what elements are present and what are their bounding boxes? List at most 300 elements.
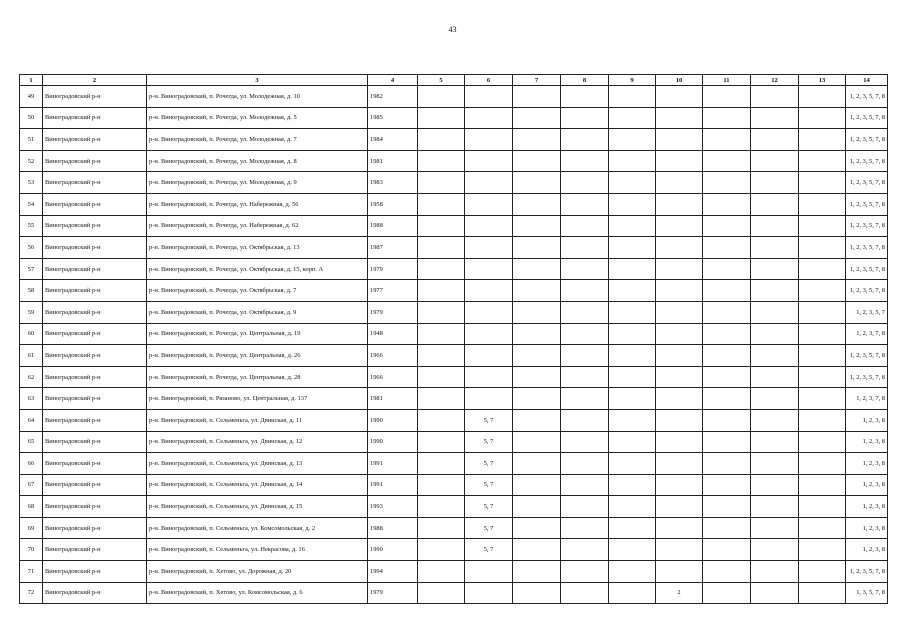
column-header-3: 3 [147, 75, 368, 86]
table-cell-col-10 [656, 129, 703, 151]
table-cell-col-13 [799, 453, 846, 475]
table-cell-col-2: Виноградовский р-н [43, 453, 147, 475]
table-cell-col-4: 1985 [368, 107, 418, 129]
table-cell-col-1: 67 [20, 474, 43, 496]
table-cell-col-3: р-н. Виноградовский, п. Хетово, ул. Дорожная, д. 20 [147, 561, 368, 583]
table-cell-col-11 [703, 496, 751, 518]
table-cell-col-8 [561, 345, 609, 367]
table-cell-col-10 [656, 258, 703, 280]
table-cell-col-11 [703, 539, 751, 561]
table-cell-col-4: 1981 [368, 388, 418, 410]
table-cell-col-14: 1, 2, 3, 8 [846, 517, 888, 539]
table-cell-col-14: 1, 2, 3, 5, 7, 8 [846, 237, 888, 259]
table-cell-col-2: Виноградовский р-н [43, 215, 147, 237]
table-body [20, 86, 888, 604]
table-cell-col-14: 1, 2, 3, 5, 7, 8 [846, 107, 888, 129]
table-cell-col-11 [703, 193, 751, 215]
table-cell-col-5 [418, 323, 465, 345]
table-cell-col-5 [418, 517, 465, 539]
table-cell-col-5 [418, 280, 465, 302]
table-cell-col-13 [799, 561, 846, 583]
table-cell-col-13 [799, 301, 846, 323]
table-cell-col-13 [799, 496, 846, 518]
table-cell-col-7 [513, 215, 561, 237]
table-cell-col-2: Виноградовский р-н [43, 193, 147, 215]
table-cell-col-2: Виноградовский р-н [43, 129, 147, 151]
table-cell-col-3: р-н. Виноградовский, п. Сельменьга, ул. Некрасова, д. 16 [147, 539, 368, 561]
table-cell-col-12 [751, 496, 799, 518]
table-cell-col-10 [656, 517, 703, 539]
table-row [20, 496, 888, 518]
table-row [20, 150, 888, 172]
table-cell-col-2: Виноградовский р-н [43, 388, 147, 410]
table-cell-col-4: 1966 [368, 345, 418, 367]
table-cell-col-9 [609, 496, 656, 518]
table-cell-col-9 [609, 107, 656, 129]
table-cell-col-12 [751, 323, 799, 345]
table-row [20, 517, 888, 539]
table-cell-col-11 [703, 431, 751, 453]
table-cell-col-1: 66 [20, 453, 43, 475]
table-cell-col-7 [513, 539, 561, 561]
table-cell-col-3: р-н. Виноградовский, п. Рочегда, ул. Центральная, д. 28 [147, 366, 368, 388]
column-header-5: 5 [418, 75, 465, 86]
table-cell-col-9 [609, 539, 656, 561]
table-cell-col-7 [513, 237, 561, 259]
table-cell-col-10 [656, 453, 703, 475]
column-header-7: 7 [513, 75, 561, 86]
table-cell-col-1: 71 [20, 561, 43, 583]
table-row [20, 172, 888, 194]
table-cell-col-10 [656, 107, 703, 129]
table-row [20, 431, 888, 453]
table-cell-col-10 [656, 193, 703, 215]
table-cell-col-14: 1, 2, 3, 5, 7, 8 [846, 345, 888, 367]
table-row [20, 215, 888, 237]
table-cell-col-13 [799, 366, 846, 388]
table-cell-col-7 [513, 561, 561, 583]
table-cell-col-9 [609, 86, 656, 108]
table-cell-col-14: 1, 2, 3, 5, 7, 8 [846, 215, 888, 237]
table-cell-col-5 [418, 258, 465, 280]
table-cell-col-11 [703, 107, 751, 129]
table-cell-col-10 [656, 561, 703, 583]
table-cell-col-12 [751, 409, 799, 431]
table-cell-col-3: р-н. Виноградовский, п. Рочегда, ул. Молодежная, д. 8 [147, 150, 368, 172]
table-cell-col-3: р-н. Виноградовский, п. Сельменьга, ул. Двинская, д. 11 [147, 409, 368, 431]
table-cell-col-2: Виноградовский р-н [43, 237, 147, 259]
table-cell-col-5 [418, 474, 465, 496]
table-cell-col-6: 5, 7 [465, 517, 513, 539]
table-cell-col-9 [609, 517, 656, 539]
table-cell-col-2: Виноградовский р-н [43, 280, 147, 302]
table-cell-col-4: 1948 [368, 323, 418, 345]
table-cell-col-4: 1990 [368, 431, 418, 453]
table-cell-col-2: Виноградовский р-н [43, 323, 147, 345]
table-cell-col-9 [609, 388, 656, 410]
table-cell-col-11 [703, 150, 751, 172]
table-cell-col-10 [656, 496, 703, 518]
table-cell-col-3: р-н. Виноградовский, п. Рочегда, ул. Октябрьская, д. 7 [147, 280, 368, 302]
table-cell-col-1: 57 [20, 258, 43, 280]
table-cell-col-12 [751, 431, 799, 453]
table-cell-col-4: 1993 [368, 496, 418, 518]
table-row [20, 86, 888, 108]
table-cell-col-5 [418, 107, 465, 129]
table-cell-col-3: р-н. Виноградовский, п. Рочегда, ул. Набережная, д. 62 [147, 215, 368, 237]
table-cell-col-6 [465, 215, 513, 237]
table-cell-col-11 [703, 215, 751, 237]
table-cell-col-9 [609, 323, 656, 345]
table-cell-col-13 [799, 388, 846, 410]
table-cell-col-1: 60 [20, 323, 43, 345]
table-cell-col-5 [418, 237, 465, 259]
table-cell-col-1: 54 [20, 193, 43, 215]
column-header-10: 10 [656, 75, 703, 86]
table-cell-col-8 [561, 496, 609, 518]
table-cell-col-2: Виноградовский р-н [43, 431, 147, 453]
table-cell-col-4: 1979 [368, 582, 418, 604]
table-cell-col-5 [418, 561, 465, 583]
table-cell-col-12 [751, 366, 799, 388]
table-cell-col-11 [703, 561, 751, 583]
table-row [20, 388, 888, 410]
table-cell-col-1: 53 [20, 172, 43, 194]
table-cell-col-4: 1987 [368, 237, 418, 259]
column-header-1: 1 [20, 75, 43, 86]
table-cell-col-13 [799, 323, 846, 345]
table-cell-col-1: 59 [20, 301, 43, 323]
table-cell-col-5 [418, 388, 465, 410]
table-cell-col-14: 1, 2, 3, 8 [846, 409, 888, 431]
table-cell-col-4: 1991 [368, 474, 418, 496]
table-row [20, 366, 888, 388]
table-cell-col-6 [465, 86, 513, 108]
table-cell-col-9 [609, 409, 656, 431]
table-cell-col-5 [418, 301, 465, 323]
table-cell-col-6 [465, 129, 513, 151]
table-cell-col-13 [799, 474, 846, 496]
table-cell-col-8 [561, 409, 609, 431]
table-cell-col-9 [609, 561, 656, 583]
table-cell-col-6 [465, 561, 513, 583]
table-cell-col-14: 1, 2, 3, 5, 7 [846, 301, 888, 323]
table-cell-col-8 [561, 453, 609, 475]
table-cell-col-7 [513, 86, 561, 108]
table-cell-col-2: Виноградовский р-н [43, 517, 147, 539]
table-cell-col-14: 1, 2, 3, 7, 8 [846, 323, 888, 345]
table-cell-col-14: 1, 2, 3, 5, 7, 8 [846, 366, 888, 388]
table-cell-col-1: 50 [20, 107, 43, 129]
table-header [20, 75, 888, 86]
table-cell-col-7 [513, 107, 561, 129]
table-cell-col-12 [751, 129, 799, 151]
table-cell-col-2: Виноградовский р-н [43, 258, 147, 280]
table-cell-col-14: 1, 2, 3, 5, 7, 8 [846, 150, 888, 172]
table-row [20, 323, 888, 345]
table-cell-col-7 [513, 193, 561, 215]
table-cell-col-12 [751, 280, 799, 302]
table-cell-col-10 [656, 280, 703, 302]
table-cell-col-10 [656, 301, 703, 323]
table-cell-col-4: 1979 [368, 301, 418, 323]
table-cell-col-6 [465, 388, 513, 410]
table-cell-col-13 [799, 86, 846, 108]
table-cell-col-2: Виноградовский р-н [43, 474, 147, 496]
table-cell-col-13 [799, 409, 846, 431]
table-cell-col-4: 1979 [368, 258, 418, 280]
table-cell-col-4: 1991 [368, 453, 418, 475]
table-cell-col-1: 70 [20, 539, 43, 561]
table-cell-col-10: 2 [656, 582, 703, 604]
table-cell-col-12 [751, 474, 799, 496]
column-header-8: 8 [561, 75, 609, 86]
table-cell-col-14: 1, 3, 5, 7, 8 [846, 582, 888, 604]
table-row [20, 561, 888, 583]
table-cell-col-4: 1990 [368, 409, 418, 431]
table-cell-col-3: р-н. Виноградовский, п. Рочегда, ул. Центральная, д. 19 [147, 323, 368, 345]
table-row [20, 280, 888, 302]
table-row [20, 345, 888, 367]
table-cell-col-8 [561, 301, 609, 323]
table-cell-col-2: Виноградовский р-н [43, 561, 147, 583]
table-cell-col-4: 1966 [368, 366, 418, 388]
table-cell-col-12 [751, 107, 799, 129]
table-cell-col-5 [418, 172, 465, 194]
table-cell-col-11 [703, 237, 751, 259]
table-cell-col-5 [418, 409, 465, 431]
table-cell-col-7 [513, 129, 561, 151]
table-cell-col-7 [513, 431, 561, 453]
table-cell-col-9 [609, 431, 656, 453]
table-cell-col-12 [751, 539, 799, 561]
table-cell-col-14: 1, 2, 3, 5, 7, 8 [846, 258, 888, 280]
table-cell-col-3: р-н. Виноградовский, п. Рочегда, ул. Молодежная, д. 7 [147, 129, 368, 151]
table-cell-col-3: р-н. Виноградовский, п. Рочегда, ул. Молодежная, д. 5 [147, 107, 368, 129]
table-cell-col-2: Виноградовский р-н [43, 107, 147, 129]
table-cell-col-12 [751, 172, 799, 194]
table-cell-col-1: 65 [20, 431, 43, 453]
table-cell-col-3: р-н. Виноградовский, п. Сельменьга, ул. Комсомольская, д. 2 [147, 517, 368, 539]
table-cell-col-3: р-н. Виноградовский, п. Хетово, ул. Комсомольская, д. 6 [147, 582, 368, 604]
table-cell-col-4: 1958 [368, 193, 418, 215]
table-cell-col-10 [656, 323, 703, 345]
table-cell-col-10 [656, 172, 703, 194]
header-row [20, 75, 888, 86]
table-cell-col-4: 1990 [368, 539, 418, 561]
table-cell-col-11 [703, 172, 751, 194]
table-cell-col-13 [799, 517, 846, 539]
table-cell-col-5 [418, 539, 465, 561]
table-cell-col-6 [465, 237, 513, 259]
table-cell-col-2: Виноградовский р-н [43, 409, 147, 431]
housing-registry-table [19, 74, 888, 604]
table-cell-col-11 [703, 258, 751, 280]
table-cell-col-6 [465, 172, 513, 194]
table-cell-col-3: р-н. Виноградовский, п. Сельменьга, ул. Двинская, д. 13 [147, 453, 368, 475]
table-cell-col-6: 5, 7 [465, 496, 513, 518]
table-cell-col-14: 1, 2, 3, 8 [846, 431, 888, 453]
table-cell-col-1: 68 [20, 496, 43, 518]
table-cell-col-8 [561, 323, 609, 345]
table-cell-col-8 [561, 193, 609, 215]
table-cell-col-10 [656, 150, 703, 172]
table-cell-col-6 [465, 366, 513, 388]
table-cell-col-12 [751, 301, 799, 323]
column-header-4: 4 [368, 75, 418, 86]
table-cell-col-9 [609, 150, 656, 172]
table-row [20, 193, 888, 215]
table-cell-col-6 [465, 280, 513, 302]
table-cell-col-7 [513, 280, 561, 302]
table-cell-col-3: р-н. Виноградовский, п. Рочегда, ул. Молодежная, д. 9 [147, 172, 368, 194]
table-cell-col-1: 55 [20, 215, 43, 237]
table-cell-col-8 [561, 582, 609, 604]
table-cell-col-7 [513, 517, 561, 539]
table-cell-col-6 [465, 323, 513, 345]
table-cell-col-4: 1994 [368, 561, 418, 583]
table-cell-col-5 [418, 366, 465, 388]
table-cell-col-14: 1, 2, 3, 7, 8 [846, 388, 888, 410]
table-cell-col-14: 1, 2, 3, 8 [846, 539, 888, 561]
table-row [20, 129, 888, 151]
table-cell-col-5 [418, 193, 465, 215]
table-cell-col-11 [703, 582, 751, 604]
table-cell-col-7 [513, 366, 561, 388]
table-cell-col-1: 64 [20, 409, 43, 431]
table-cell-col-13 [799, 431, 846, 453]
table-cell-col-6: 5, 7 [465, 474, 513, 496]
table-cell-col-10 [656, 86, 703, 108]
column-header-13: 13 [799, 75, 846, 86]
table-cell-col-11 [703, 517, 751, 539]
table-cell-col-5 [418, 496, 465, 518]
table-cell-col-11 [703, 86, 751, 108]
table-cell-col-8 [561, 280, 609, 302]
table-row [20, 301, 888, 323]
table-cell-col-10 [656, 366, 703, 388]
table-cell-col-13 [799, 129, 846, 151]
table-cell-col-12 [751, 453, 799, 475]
table-cell-col-14: 1, 2, 3, 5, 7, 8 [846, 193, 888, 215]
table-cell-col-8 [561, 388, 609, 410]
table-cell-col-7 [513, 301, 561, 323]
table-cell-col-8 [561, 539, 609, 561]
table-row [20, 237, 888, 259]
table-cell-col-13 [799, 215, 846, 237]
table-cell-col-2: Виноградовский р-н [43, 301, 147, 323]
table-cell-col-7 [513, 345, 561, 367]
table-cell-col-5 [418, 129, 465, 151]
table-cell-col-1: 62 [20, 366, 43, 388]
table-row [20, 409, 888, 431]
table-cell-col-3: р-н. Виноградовский, п. Рочегда, ул. Октябрьская, д. 9 [147, 301, 368, 323]
table-cell-col-6: 5, 7 [465, 409, 513, 431]
table-cell-col-1: 58 [20, 280, 43, 302]
table-cell-col-9 [609, 474, 656, 496]
table-cell-col-9 [609, 172, 656, 194]
table-cell-col-8 [561, 431, 609, 453]
table-cell-col-9 [609, 582, 656, 604]
table-cell-col-1: 52 [20, 150, 43, 172]
table-cell-col-12 [751, 150, 799, 172]
table-cell-col-11 [703, 388, 751, 410]
table-cell-col-4: 1984 [368, 129, 418, 151]
table-cell-col-11 [703, 474, 751, 496]
table-cell-col-2: Виноградовский р-н [43, 496, 147, 518]
table-cell-col-12 [751, 86, 799, 108]
table-cell-col-9 [609, 366, 656, 388]
column-header-2: 2 [43, 75, 147, 86]
table-cell-col-6: 5, 7 [465, 453, 513, 475]
table-cell-col-14: 1, 2, 3, 5, 7, 8 [846, 172, 888, 194]
table-cell-col-13 [799, 193, 846, 215]
table-cell-col-3: р-н. Виноградовский, п. Рочегда, ул. Набережная, д. 56 [147, 193, 368, 215]
table-cell-col-6 [465, 107, 513, 129]
table-cell-col-9 [609, 215, 656, 237]
table-cell-col-14: 1, 2, 3, 8 [846, 496, 888, 518]
table-cell-col-13 [799, 280, 846, 302]
table-cell-col-2: Виноградовский р-н [43, 150, 147, 172]
table-cell-col-8 [561, 86, 609, 108]
table-cell-col-9 [609, 129, 656, 151]
table-cell-col-9 [609, 301, 656, 323]
page-number: 43 [448, 25, 457, 34]
table-row [20, 107, 888, 129]
table-cell-col-3: р-н. Виноградовский, п. Рочегда, ул. Центральная, д. 26 [147, 345, 368, 367]
table-cell-col-10 [656, 345, 703, 367]
table-cell-col-6 [465, 258, 513, 280]
table-cell-col-10 [656, 409, 703, 431]
table-cell-col-5 [418, 582, 465, 604]
table-cell-col-13 [799, 150, 846, 172]
table-cell-col-3: р-н. Виноградовский, п. Рочегда, ул. Молодежная, д. 10 [147, 86, 368, 108]
table-cell-col-11 [703, 323, 751, 345]
table-row [20, 453, 888, 475]
table-cell-col-11 [703, 453, 751, 475]
table-cell-col-9 [609, 345, 656, 367]
table-cell-col-3: р-н. Виноградовский, п. Рочегда, ул. Октябрьская, д. 13 [147, 237, 368, 259]
table-cell-col-8 [561, 150, 609, 172]
table-cell-col-12 [751, 517, 799, 539]
table-cell-col-11 [703, 129, 751, 151]
column-header-14: 14 [846, 75, 888, 86]
table-cell-col-7 [513, 496, 561, 518]
table-cell-col-11 [703, 301, 751, 323]
table-cell-col-9 [609, 258, 656, 280]
table-cell-col-14: 1, 2, 3, 5, 7, 8 [846, 561, 888, 583]
table-cell-col-7 [513, 258, 561, 280]
table-cell-col-14: 1, 2, 3, 5, 7, 8 [846, 86, 888, 108]
table-cell-col-13 [799, 582, 846, 604]
table-cell-col-12 [751, 193, 799, 215]
column-header-9: 9 [609, 75, 656, 86]
table-cell-col-6 [465, 345, 513, 367]
table-cell-col-13 [799, 345, 846, 367]
table-cell-col-4: 1983 [368, 172, 418, 194]
table-cell-col-6 [465, 193, 513, 215]
table-cell-col-12 [751, 582, 799, 604]
table-cell-col-3: р-н. Виноградовский, п. Сельменьга, ул. Двинская, д. 14 [147, 474, 368, 496]
table-cell-col-2: Виноградовский р-н [43, 582, 147, 604]
table-cell-col-6 [465, 582, 513, 604]
table-cell-col-7 [513, 172, 561, 194]
table-cell-col-8 [561, 129, 609, 151]
table-cell-col-12 [751, 561, 799, 583]
table-cell-col-14: 1, 2, 3, 8 [846, 474, 888, 496]
table-cell-col-7 [513, 409, 561, 431]
table-cell-col-10 [656, 215, 703, 237]
